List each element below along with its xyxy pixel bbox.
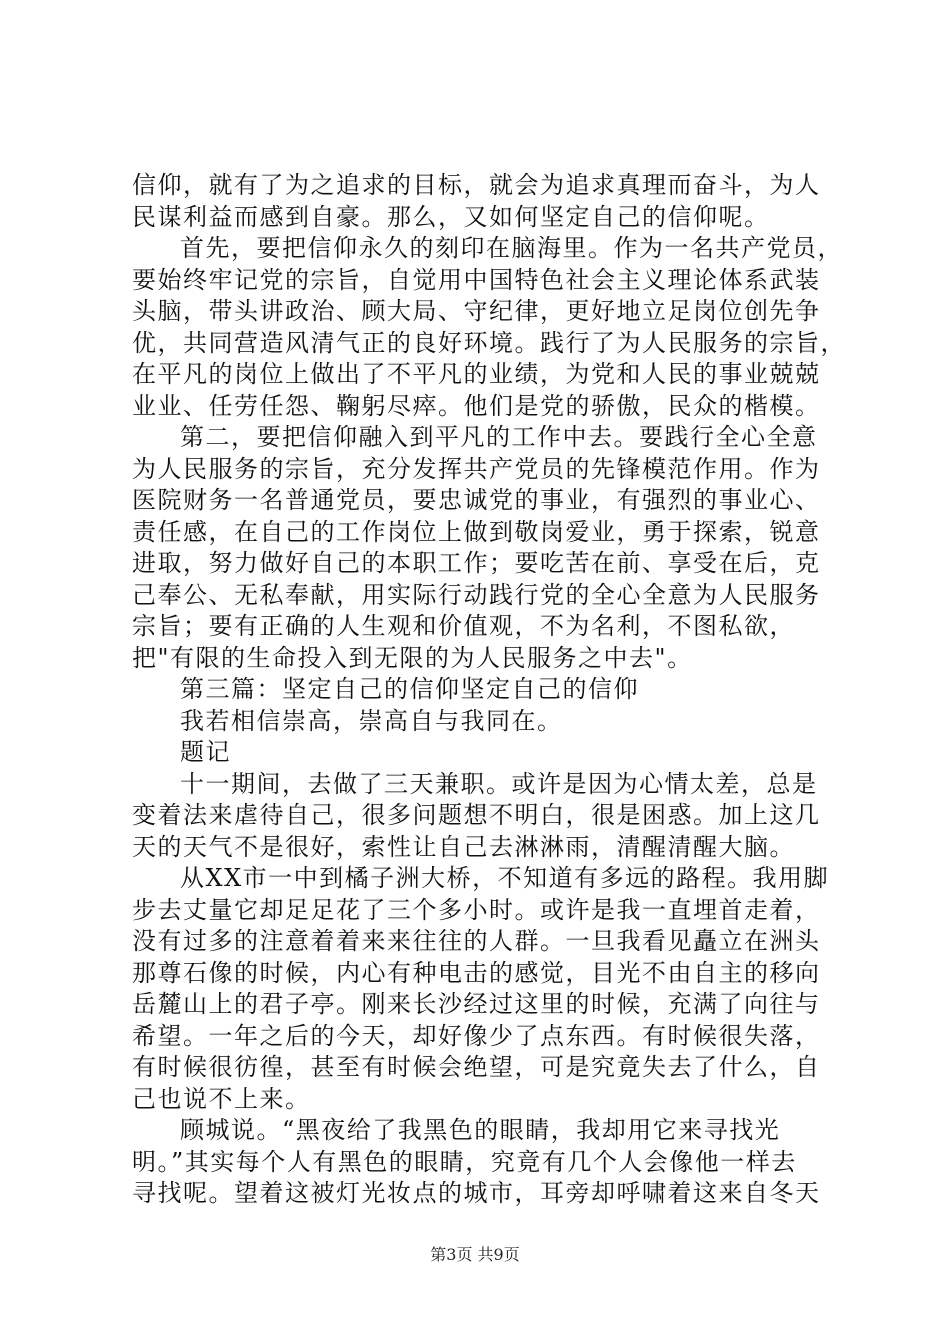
paragraph-first-line: 首先，要把信仰永久的刻印在脑海里。作为一名共产党员， <box>180 234 843 262</box>
text-line: 那尊石像的时候，内心有种电击的感觉，目光不由自主的移向 <box>132 958 821 987</box>
text-line: 岳麓山上的君子亭。刚来长沙经过这里的时候，充满了向往与 <box>132 990 821 1018</box>
text-line: 优，共同营造风清气正的良好环境。践行了为人民服务的宗旨， <box>132 328 846 357</box>
paragraph-first-line: 从XX市一中到橘子洲大桥，不知道有多远的路程。我用脚 <box>180 864 830 892</box>
page-footer <box>0 1242 950 1265</box>
text-line: 己奉公、无私奉献，用实际行动践行党的全心全意为人民服务 <box>132 580 821 609</box>
text-line: 头脑，带头讲政治、顾大局、守纪律，更好地立足岗位创先争 <box>132 297 821 325</box>
text-line: 为人民服务的宗旨，充分发挥共产党员的先锋模范作用。作为 <box>132 454 821 483</box>
text-line: 有时候很彷徨，甚至有时候会绝望，可是究竟失去了什么，自 <box>132 1053 821 1081</box>
epigraph: 我若相信崇高，崇高自与我同在。 <box>180 706 563 735</box>
paragraph-first-line: 顾城说。“黑夜给了我黑色的眼睛，我却用它来寻找光 <box>180 1116 781 1144</box>
text-line: 民谋利益而感到自豪。那么，又如何坚定自己的信仰呢。 <box>132 202 770 231</box>
text-line: 没有过多的注意着着来来往往的人群。一旦我看见矗立在洲头 <box>132 927 821 955</box>
text-line: 进取，努力做好自己的本职工作；要吃苦在前、享受在后，克 <box>132 549 821 577</box>
text-line: 责任感，在自己的工作岗位上做到敬岗爱业，勇于探索，锐意 <box>132 517 821 546</box>
text-line: 步去丈量它却足足花了三个多小时。或许是我一直埋首走着， <box>132 895 821 924</box>
document-body <box>132 170 846 1210</box>
epigraph-label: 题记 <box>180 738 231 766</box>
text-line: 业业、任劳任怨、鞠躬尽瘁。他们是党的骄傲，民众的楷模。 <box>132 391 821 420</box>
text-line: 天的天气不是很好，索性让自己去淋淋雨，清醒清醒大脑。 <box>132 832 795 861</box>
text-line: 医院财务一名普通党员，要忠诚党的事业，有强烈的事业心、 <box>132 486 821 514</box>
paragraph-first-line: 第二，要把信仰融入到平凡的工作中去。要践行全心全意 <box>180 423 818 451</box>
page-number: 第3页 共9页 <box>430 1245 520 1264</box>
text-line: 变着法来虐待自己，很多问题想不明白，很是困惑。加上这几 <box>132 801 821 829</box>
text-line: 宗旨；要有正确的人生观和价值观，不为名利，不图私欲， <box>132 612 795 640</box>
text-line: 己也说不上来。 <box>132 1084 311 1113</box>
text-line: 希望。一年之后的今天，却好像少了点东西。有时候很失落， <box>132 1021 821 1050</box>
paragraph-first-line: 十一期间，去做了三天兼职。或许是因为心情太差，总是 <box>180 769 818 798</box>
text-line: 要始终牢记党的宗旨，自觉用中国特色社会主义理论体系武装 <box>132 265 821 294</box>
text-line: 把"有限的生命投入到无限的为人民服务之中去"。 <box>132 643 693 672</box>
text-line: 明。”其实每个人有黑色的眼睛，究竟有几个人会像他一样去 <box>132 1147 797 1176</box>
text-line: 寻找呢。望着这被灯光妆点的城市，耳旁却呼啸着这来自冬天 <box>132 1179 821 1207</box>
text-line: 在平凡的岗位上做出了不平凡的业绩，为党和人民的事业兢兢 <box>132 360 821 388</box>
text-line: 信仰，就有了为之追求的目标，就会为追求真理而奋斗，为人 <box>132 171 821 199</box>
section-heading: 第三篇：坚定自己的信仰坚定自己的信仰 <box>180 675 639 703</box>
